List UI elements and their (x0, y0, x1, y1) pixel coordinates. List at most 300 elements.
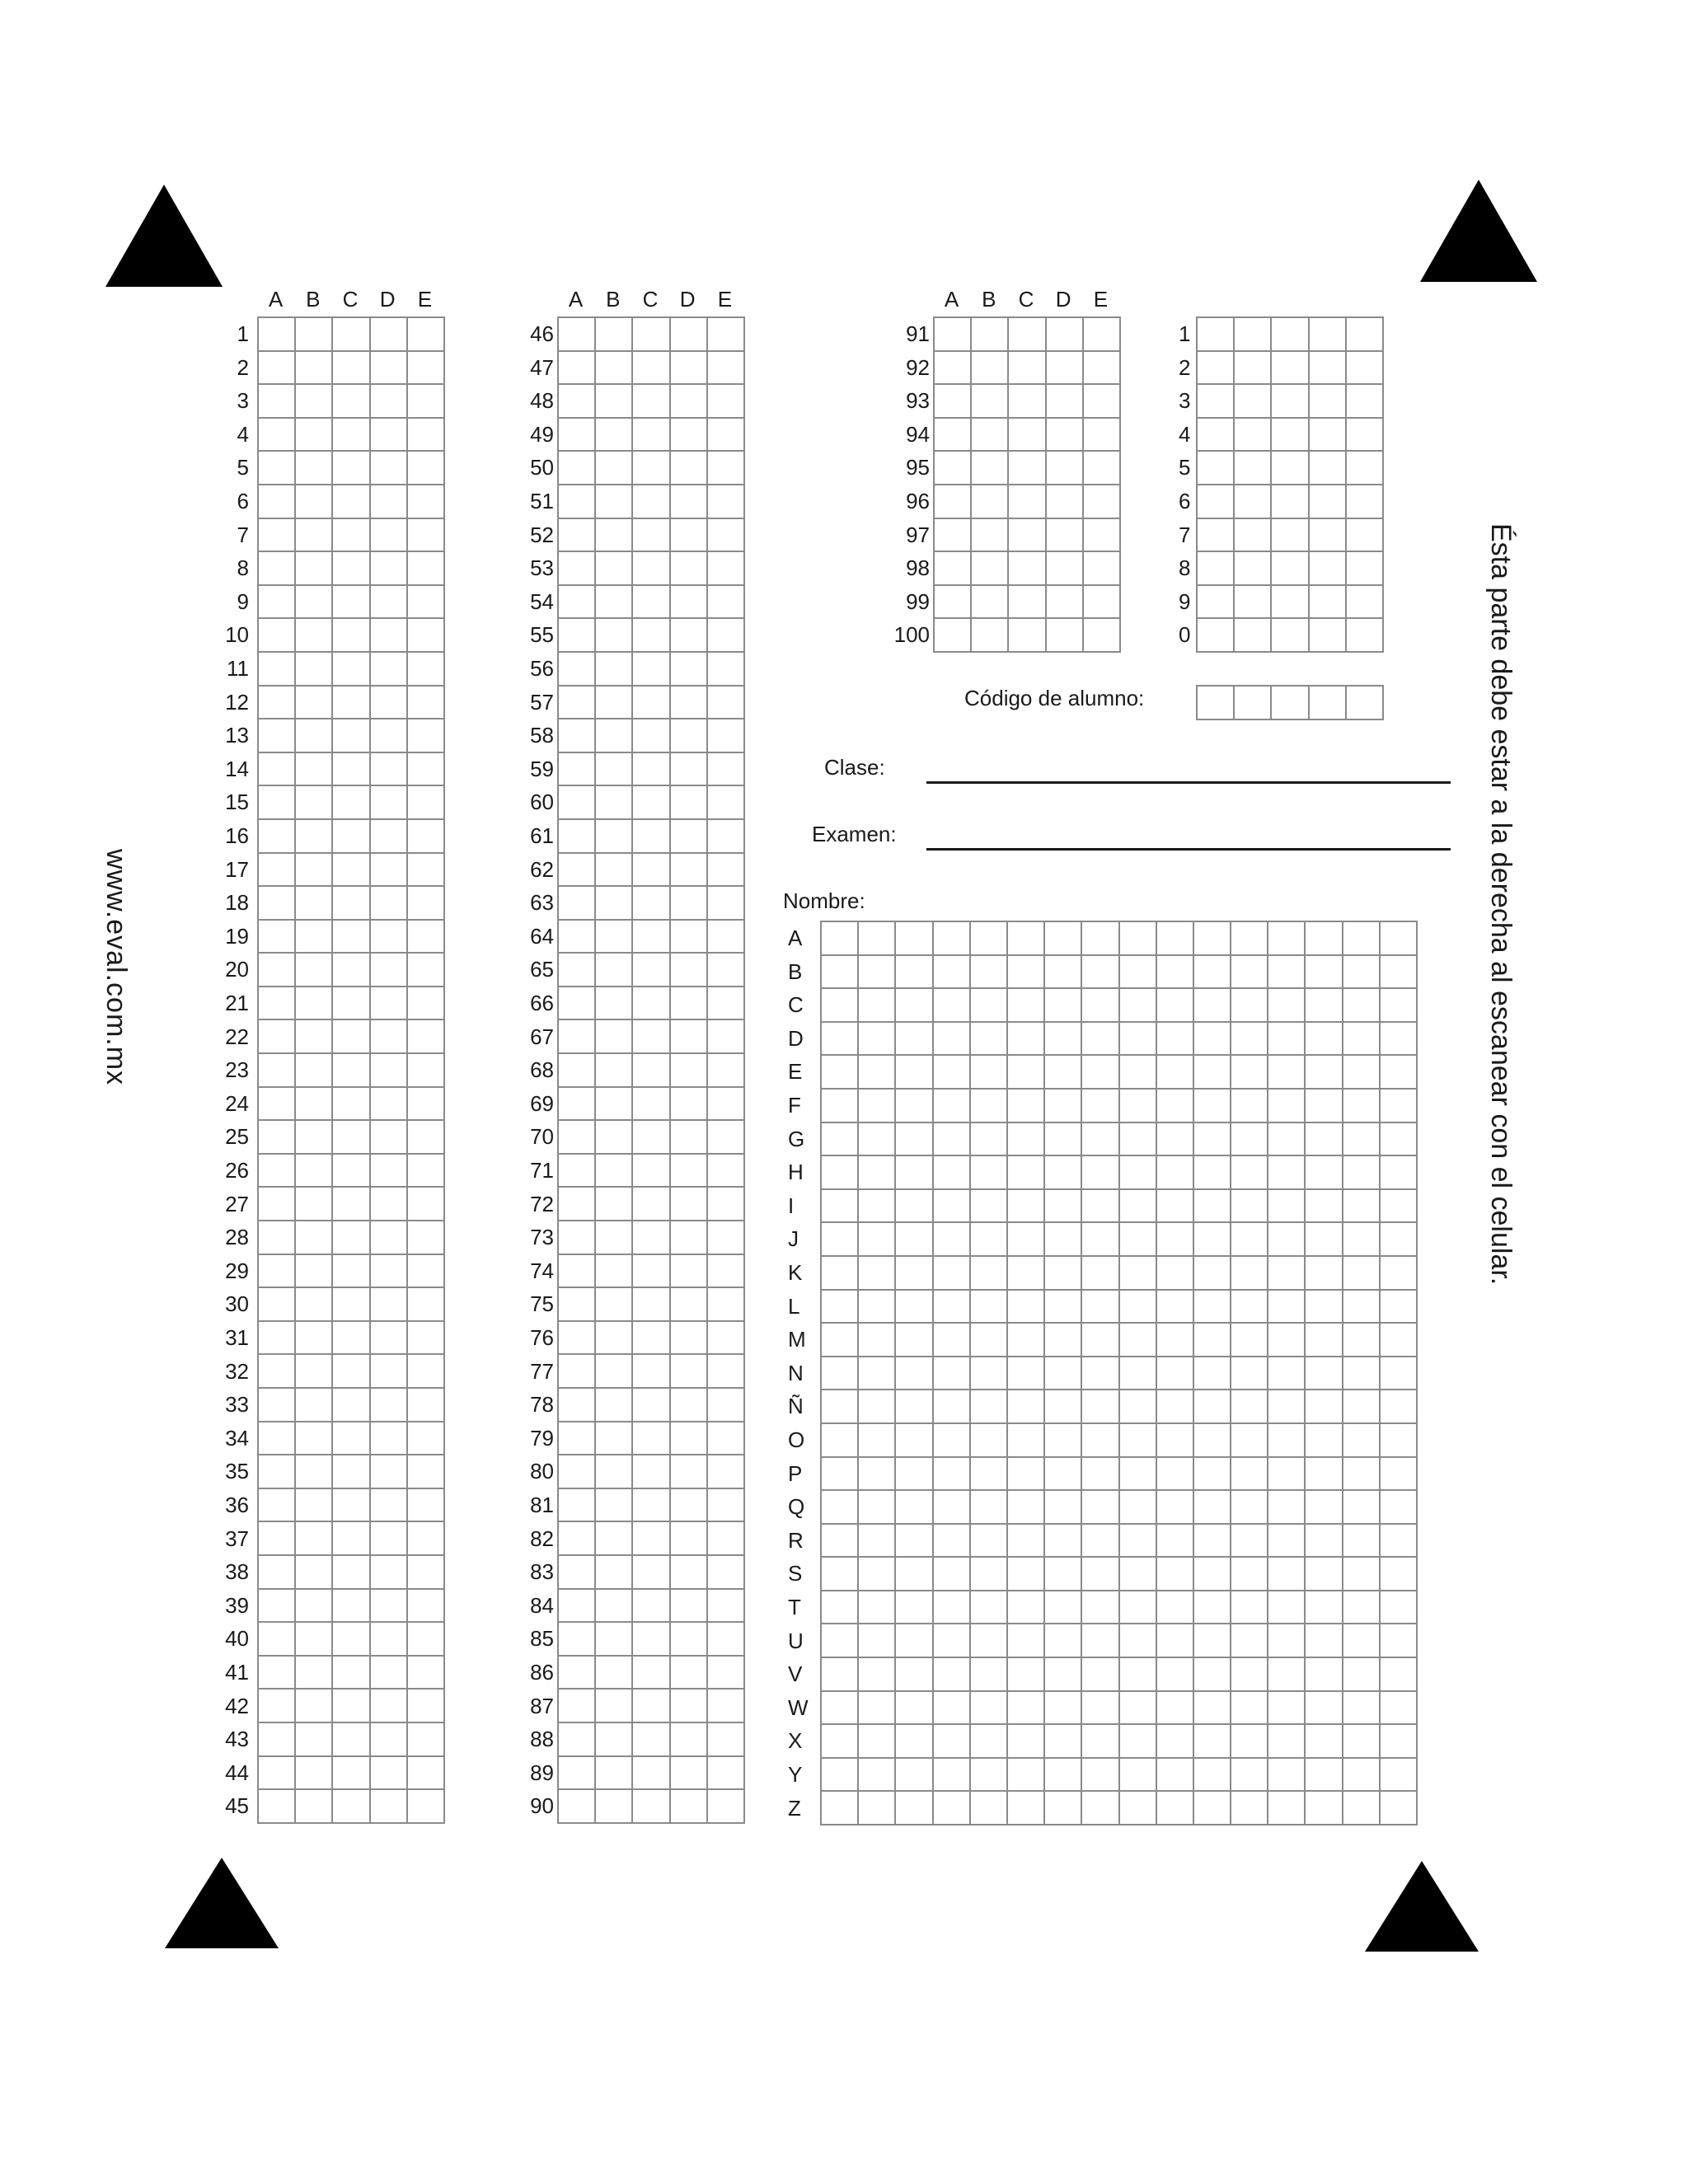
bubble-cell[interactable] (821, 1624, 858, 1657)
bubble-cell[interactable] (1081, 1758, 1118, 1792)
bubble-cell[interactable] (1193, 1055, 1231, 1089)
bubble-cell[interactable] (1231, 1089, 1268, 1122)
bubble-cell[interactable] (670, 1422, 707, 1455)
bubble-cell[interactable] (1380, 1155, 1417, 1189)
bubble-cell[interactable] (595, 485, 632, 518)
bubble-cell[interactable] (295, 1187, 332, 1221)
bubble-cell[interactable] (670, 920, 707, 954)
bubble-cell[interactable] (970, 1256, 1007, 1290)
bubble-cell[interactable] (1231, 1390, 1268, 1423)
bubble-cell[interactable] (558, 1087, 595, 1121)
bubble-cell[interactable] (821, 1122, 858, 1156)
bubble-cell[interactable] (970, 1222, 1007, 1256)
bubble-cell[interactable] (670, 1689, 707, 1722)
bubble-cell[interactable] (632, 1789, 669, 1823)
bubble-cell[interactable] (295, 1053, 332, 1087)
bubble-cell[interactable] (1193, 1457, 1231, 1491)
bubble-cell[interactable] (895, 921, 932, 955)
bubble-cell[interactable] (295, 351, 332, 385)
bubble-cell[interactable] (332, 1221, 369, 1254)
bubble-cell[interactable] (370, 518, 407, 552)
bubble-cell[interactable] (1156, 1724, 1193, 1758)
bubble-cell[interactable] (295, 1488, 332, 1522)
bubble-cell[interactable] (558, 317, 595, 351)
bubble-cell[interactable] (1268, 1290, 1305, 1324)
bubble-cell[interactable] (1156, 988, 1193, 1022)
bubble-cell[interactable] (1380, 1791, 1417, 1825)
bubble-cell[interactable] (858, 1390, 895, 1423)
bubble-cell[interactable] (858, 1657, 895, 1691)
bubble-cell[interactable] (707, 1221, 744, 1254)
bubble-cell[interactable] (558, 585, 595, 619)
bubble-cell[interactable] (332, 317, 369, 351)
bubble-cell[interactable] (1343, 1524, 1380, 1558)
bubble-cell[interactable] (1007, 955, 1044, 989)
bubble-cell[interactable] (1081, 1557, 1118, 1591)
bubble-cell[interactable] (332, 1254, 369, 1288)
bubble-cell[interactable] (1231, 955, 1268, 989)
bubble-cell[interactable] (1343, 1290, 1380, 1324)
bubble-cell[interactable] (970, 1490, 1007, 1524)
bubble-cell[interactable] (1007, 1390, 1044, 1423)
bubble-cell[interactable] (258, 451, 295, 485)
bubble-cell[interactable] (332, 351, 369, 385)
bubble-cell[interactable] (295, 719, 332, 752)
bubble-cell[interactable] (1380, 1323, 1417, 1357)
bubble-cell[interactable] (632, 1221, 669, 1254)
bubble-cell[interactable] (1343, 1457, 1380, 1491)
bubble-cell[interactable] (295, 1254, 332, 1288)
bubble-cell[interactable] (1193, 1591, 1231, 1624)
bubble-cell[interactable] (1119, 1222, 1156, 1256)
bubble-cell[interactable] (407, 1221, 444, 1254)
bubble-cell[interactable] (707, 785, 744, 819)
bubble-cell[interactable] (1193, 1724, 1231, 1758)
bubble-cell[interactable] (1231, 1691, 1268, 1725)
bubble-cell[interactable] (670, 1789, 707, 1823)
bubble-cell[interactable] (1119, 1189, 1156, 1223)
bubble-cell[interactable] (558, 1254, 595, 1288)
bubble-cell[interactable] (821, 1055, 858, 1089)
bubble-cell[interactable] (632, 785, 669, 819)
bubble-cell[interactable] (558, 1488, 595, 1522)
bubble-cell[interactable] (1271, 485, 1308, 518)
bubble-cell[interactable] (370, 1521, 407, 1555)
bubble-cell[interactable] (707, 1422, 744, 1455)
bubble-cell[interactable] (558, 719, 595, 752)
bubble-cell[interactable] (258, 485, 295, 518)
bubble-cell[interactable] (295, 785, 332, 819)
bubble-cell[interactable] (295, 1789, 332, 1823)
bubble-cell[interactable] (1193, 1423, 1231, 1457)
bubble-cell[interactable] (295, 686, 332, 719)
bubble-cell[interactable] (632, 351, 669, 385)
bubble-cell[interactable] (295, 1019, 332, 1053)
bubble-cell[interactable] (933, 1323, 970, 1357)
bubble-cell[interactable] (1119, 1758, 1156, 1792)
bubble-cell[interactable] (1231, 1557, 1268, 1591)
bubble-cell[interactable] (370, 551, 407, 585)
bubble-cell[interactable] (1305, 955, 1342, 989)
bubble-cell[interactable] (370, 686, 407, 719)
bubble-cell[interactable] (934, 585, 971, 619)
bubble-cell[interactable] (1193, 1089, 1231, 1122)
bubble-cell[interactable] (1305, 1791, 1342, 1825)
bubble-cell[interactable] (295, 819, 332, 853)
bubble-cell[interactable] (1193, 1791, 1231, 1825)
bubble-cell[interactable] (1119, 1022, 1156, 1056)
bubble-cell[interactable] (1271, 618, 1308, 652)
bubble-cell[interactable] (258, 618, 295, 652)
bubble-cell[interactable] (933, 1390, 970, 1423)
bubble-cell[interactable] (670, 686, 707, 719)
bubble-cell[interactable] (332, 1656, 369, 1690)
bubble-cell[interactable] (1193, 921, 1231, 955)
bubble-cell[interactable] (258, 1087, 295, 1121)
bubble-cell[interactable] (1007, 1256, 1044, 1290)
bubble-cell[interactable] (1081, 1155, 1118, 1189)
bubble-cell[interactable] (933, 1022, 970, 1056)
bubble-cell[interactable] (1380, 1591, 1417, 1624)
bubble-cell[interactable] (1343, 988, 1380, 1022)
bubble-cell[interactable] (1083, 351, 1120, 385)
bubble-cell[interactable] (295, 652, 332, 686)
bubble-cell[interactable] (1231, 1524, 1268, 1558)
bubble-cell[interactable] (1268, 1122, 1305, 1156)
bubble-cell[interactable] (1081, 1323, 1118, 1357)
bubble-cell[interactable] (971, 317, 1008, 351)
bubble-cell[interactable] (1234, 351, 1271, 385)
bubble-cell[interactable] (332, 1120, 369, 1154)
bubble-cell[interactable] (1305, 1222, 1342, 1256)
bubble-cell[interactable] (821, 1290, 858, 1324)
bubble-cell[interactable] (595, 585, 632, 619)
bubble-cell[interactable] (595, 1422, 632, 1455)
bubble-cell[interactable] (370, 1689, 407, 1722)
bubble-cell[interactable] (258, 551, 295, 585)
bubble-cell[interactable] (1305, 1423, 1342, 1457)
bubble-cell[interactable] (707, 652, 744, 686)
bubble-cell[interactable] (934, 351, 971, 385)
bubble-cell[interactable] (295, 418, 332, 452)
bubble-cell[interactable] (970, 1390, 1007, 1423)
bubble-cell[interactable] (1007, 1189, 1044, 1223)
bubble-cell[interactable] (1231, 1022, 1268, 1056)
bubble-cell[interactable] (933, 1591, 970, 1624)
bubble-cell[interactable] (632, 618, 669, 652)
bubble-cell[interactable] (1007, 988, 1044, 1022)
bubble-cell[interactable] (1156, 1290, 1193, 1324)
bubble-cell[interactable] (1081, 1791, 1118, 1825)
bubble-cell[interactable] (1007, 1089, 1044, 1122)
bubble-cell[interactable] (670, 518, 707, 552)
bubble-cell[interactable] (258, 785, 295, 819)
bubble-cell[interactable] (895, 1423, 932, 1457)
bubble-cell[interactable] (258, 1656, 295, 1690)
bubble-cell[interactable] (1193, 1691, 1231, 1725)
bubble-cell[interactable] (858, 1055, 895, 1089)
bubble-cell[interactable] (407, 1656, 444, 1690)
bubble-cell[interactable] (407, 1354, 444, 1388)
bubble-cell[interactable] (558, 652, 595, 686)
bubble-cell[interactable] (895, 1724, 932, 1758)
bubble-cell[interactable] (670, 1521, 707, 1555)
bubble-cell[interactable] (707, 485, 744, 518)
bubble-cell[interactable] (558, 418, 595, 452)
bubble-cell[interactable] (670, 1488, 707, 1522)
bubble-cell[interactable] (1044, 1390, 1081, 1423)
bubble-cell[interactable] (1197, 384, 1234, 418)
bubble-cell[interactable] (370, 953, 407, 987)
bubble-cell[interactable] (407, 719, 444, 752)
bubble-cell[interactable] (332, 1488, 369, 1522)
bubble-cell[interactable] (1046, 384, 1083, 418)
bubble-cell[interactable] (407, 853, 444, 887)
bubble-cell[interactable] (1046, 618, 1083, 652)
bubble-cell[interactable] (970, 1290, 1007, 1324)
bubble-cell[interactable] (707, 819, 744, 853)
bubble-cell[interactable] (558, 1388, 595, 1422)
bubble-cell[interactable] (407, 485, 444, 518)
bubble-cell[interactable] (821, 1557, 858, 1591)
bubble-cell[interactable] (1156, 1256, 1193, 1290)
bubble-cell[interactable] (370, 1455, 407, 1488)
bubble-cell[interactable] (295, 752, 332, 786)
bubble-cell[interactable] (707, 451, 744, 485)
bubble-cell[interactable] (670, 853, 707, 887)
bubble-cell[interactable] (1046, 485, 1083, 518)
bubble-cell[interactable] (1193, 1155, 1231, 1189)
bubble-cell[interactable] (934, 485, 971, 518)
bubble-cell[interactable] (707, 1354, 744, 1388)
bubble-cell[interactable] (707, 1756, 744, 1790)
bubble-cell[interactable] (1007, 1557, 1044, 1591)
bubble-cell[interactable] (670, 1087, 707, 1121)
bubble-cell[interactable] (1156, 1189, 1193, 1223)
bubble-cell[interactable] (558, 1321, 595, 1355)
bubble-cell[interactable] (1197, 418, 1234, 452)
bubble-cell[interactable] (258, 1622, 295, 1656)
bubble-cell[interactable] (970, 1423, 1007, 1457)
bubble-cell[interactable] (258, 819, 295, 853)
bubble-cell[interactable] (1346, 485, 1383, 518)
bubble-cell[interactable] (707, 551, 744, 585)
bubble-cell[interactable] (670, 1756, 707, 1790)
bubble-cell[interactable] (595, 384, 632, 418)
bubble-cell[interactable] (1081, 955, 1118, 989)
bubble-cell[interactable] (632, 1154, 669, 1188)
bubble-cell[interactable] (1193, 1357, 1231, 1390)
bubble-cell[interactable] (821, 988, 858, 1022)
bubble-cell[interactable] (1156, 1155, 1193, 1189)
bubble-cell[interactable] (971, 485, 1008, 518)
bubble-cell[interactable] (858, 1457, 895, 1491)
bubble-cell[interactable] (1007, 1791, 1044, 1825)
bubble-cell[interactable] (670, 618, 707, 652)
bubble-cell[interactable] (1309, 551, 1346, 585)
bubble-cell[interactable] (670, 1187, 707, 1221)
bubble-cell[interactable] (670, 752, 707, 786)
bubble-cell[interactable] (858, 1791, 895, 1825)
bubble-cell[interactable] (670, 1388, 707, 1422)
bubble-cell[interactable] (933, 1222, 970, 1256)
bubble-cell[interactable] (370, 1789, 407, 1823)
bubble-cell[interactable] (707, 1287, 744, 1321)
bubble-cell[interactable] (258, 317, 295, 351)
bubble-cell[interactable] (1309, 451, 1346, 485)
bubble-cell[interactable] (370, 317, 407, 351)
bubble-cell[interactable] (1231, 1624, 1268, 1657)
bubble-cell[interactable] (1231, 1323, 1268, 1357)
bubble-cell[interactable] (407, 752, 444, 786)
bubble-cell[interactable] (332, 1521, 369, 1555)
bubble-cell[interactable] (895, 1290, 932, 1324)
bubble-cell[interactable] (595, 1455, 632, 1488)
bubble-cell[interactable] (707, 351, 744, 385)
bubble-cell[interactable] (1234, 451, 1271, 485)
bubble-cell[interactable] (1007, 1624, 1044, 1657)
bubble-cell[interactable] (1343, 1256, 1380, 1290)
bubble-cell[interactable] (1193, 1256, 1231, 1290)
bubble-cell[interactable] (1044, 1557, 1081, 1591)
bubble-cell[interactable] (258, 1722, 295, 1756)
bubble-cell[interactable] (407, 1154, 444, 1188)
bubble-cell[interactable] (670, 1354, 707, 1388)
bubble-cell[interactable] (858, 1089, 895, 1122)
bubble-cell[interactable] (295, 920, 332, 954)
bubble-cell[interactable] (1081, 1357, 1118, 1390)
bubble-cell[interactable] (670, 1656, 707, 1690)
bubble-cell[interactable] (707, 1722, 744, 1756)
bubble-cell[interactable] (895, 1022, 932, 1056)
bubble-cell[interactable] (407, 351, 444, 385)
bubble-cell[interactable] (370, 819, 407, 853)
bubble-cell[interactable] (858, 1624, 895, 1657)
bubble-cell[interactable] (895, 1490, 932, 1524)
bubble-cell[interactable] (970, 1791, 1007, 1825)
bubble-cell[interactable] (595, 686, 632, 719)
bubble-cell[interactable] (670, 384, 707, 418)
bubble-cell[interactable] (595, 1488, 632, 1522)
bubble-cell[interactable] (407, 1722, 444, 1756)
bubble-cell[interactable] (1044, 1323, 1081, 1357)
bubble-cell[interactable] (370, 485, 407, 518)
bubble-cell[interactable] (407, 785, 444, 819)
bubble-cell[interactable] (1193, 1657, 1231, 1691)
bubble-cell[interactable] (595, 1120, 632, 1154)
bubble-cell[interactable] (933, 1524, 970, 1558)
bubble-cell[interactable] (1343, 1423, 1380, 1457)
bubble-cell[interactable] (1343, 1657, 1380, 1691)
bubble-cell[interactable] (332, 1287, 369, 1321)
bubble-cell[interactable] (370, 1555, 407, 1589)
bubble-cell[interactable] (858, 1022, 895, 1056)
bubble-cell[interactable] (970, 955, 1007, 989)
bubble-cell[interactable] (595, 1321, 632, 1355)
bubble-cell[interactable] (1044, 1624, 1081, 1657)
bubble-cell[interactable] (858, 1155, 895, 1189)
bubble-cell[interactable] (258, 1756, 295, 1790)
bubble-cell[interactable] (1231, 1490, 1268, 1524)
bubble-cell[interactable] (933, 1724, 970, 1758)
bubble-cell[interactable] (1007, 1657, 1044, 1691)
bubble-cell[interactable] (407, 1756, 444, 1790)
bubble-cell[interactable] (1044, 1490, 1081, 1524)
bubble-cell[interactable] (370, 785, 407, 819)
bubble-cell[interactable] (895, 1189, 932, 1223)
bubble-cell[interactable] (370, 384, 407, 418)
bubble-cell[interactable] (1268, 1524, 1305, 1558)
bubble-cell[interactable] (970, 921, 1007, 955)
bubble-cell[interactable] (407, 418, 444, 452)
bubble-cell[interactable] (1380, 1222, 1417, 1256)
bubble-cell[interactable] (1046, 451, 1083, 485)
bubble-cell[interactable] (1309, 384, 1346, 418)
bubble-cell[interactable] (895, 1758, 932, 1792)
bubble-cell[interactable] (632, 1589, 669, 1623)
bubble-cell[interactable] (895, 1222, 932, 1256)
bubble-cell[interactable] (1305, 1490, 1342, 1524)
bubble-cell[interactable] (1119, 1423, 1156, 1457)
exam-field[interactable] (926, 848, 1451, 851)
bubble-cell[interactable] (1343, 1390, 1380, 1423)
bubble-cell[interactable] (595, 1555, 632, 1589)
bubble-cell[interactable] (258, 1019, 295, 1053)
bubble-cell[interactable] (370, 920, 407, 954)
bubble-cell[interactable] (670, 485, 707, 518)
bubble-cell[interactable] (821, 1524, 858, 1558)
bubble-cell[interactable] (595, 853, 632, 887)
bubble-cell[interactable] (1231, 921, 1268, 955)
bubble-cell[interactable] (1081, 1524, 1118, 1558)
bubble-cell[interactable] (1343, 1323, 1380, 1357)
bubble-cell[interactable] (707, 1656, 744, 1690)
bubble-cell[interactable] (970, 1155, 1007, 1189)
bubble-cell[interactable] (595, 819, 632, 853)
bubble-cell[interactable] (258, 752, 295, 786)
bubble-cell[interactable] (1044, 1256, 1081, 1290)
bubble-cell[interactable] (370, 1087, 407, 1121)
bubble-cell[interactable] (1081, 1290, 1118, 1324)
bubble-cell[interactable] (295, 1689, 332, 1722)
bubble-cell[interactable] (1119, 1155, 1156, 1189)
bubble-cell[interactable] (934, 551, 971, 585)
bubble-cell[interactable] (1380, 1758, 1417, 1792)
bubble-cell[interactable] (1268, 1691, 1305, 1725)
bubble-cell[interactable] (1156, 1691, 1193, 1725)
bubble-cell[interactable] (670, 819, 707, 853)
bubble-cell[interactable] (1271, 585, 1308, 619)
bubble-cell[interactable] (295, 317, 332, 351)
bubble-cell[interactable] (1081, 1122, 1118, 1156)
bubble-cell[interactable] (821, 1323, 858, 1357)
bubble-cell[interactable] (1156, 1591, 1193, 1624)
bubble-cell[interactable] (1156, 1657, 1193, 1691)
bubble-cell[interactable] (970, 1557, 1007, 1591)
bubble-cell[interactable] (1007, 1022, 1044, 1056)
bubble-cell[interactable] (1119, 1290, 1156, 1324)
bubble-cell[interactable] (295, 1221, 332, 1254)
bubble-cell[interactable] (370, 1756, 407, 1790)
bubble-cell[interactable] (595, 1154, 632, 1188)
bubble-cell[interactable] (632, 518, 669, 552)
bubble-cell[interactable] (370, 585, 407, 619)
bubble-cell[interactable] (1193, 1290, 1231, 1324)
bubble-cell[interactable] (558, 351, 595, 385)
bubble-cell[interactable] (821, 1791, 858, 1825)
bubble-cell[interactable] (1271, 551, 1308, 585)
bubble-cell[interactable] (558, 551, 595, 585)
